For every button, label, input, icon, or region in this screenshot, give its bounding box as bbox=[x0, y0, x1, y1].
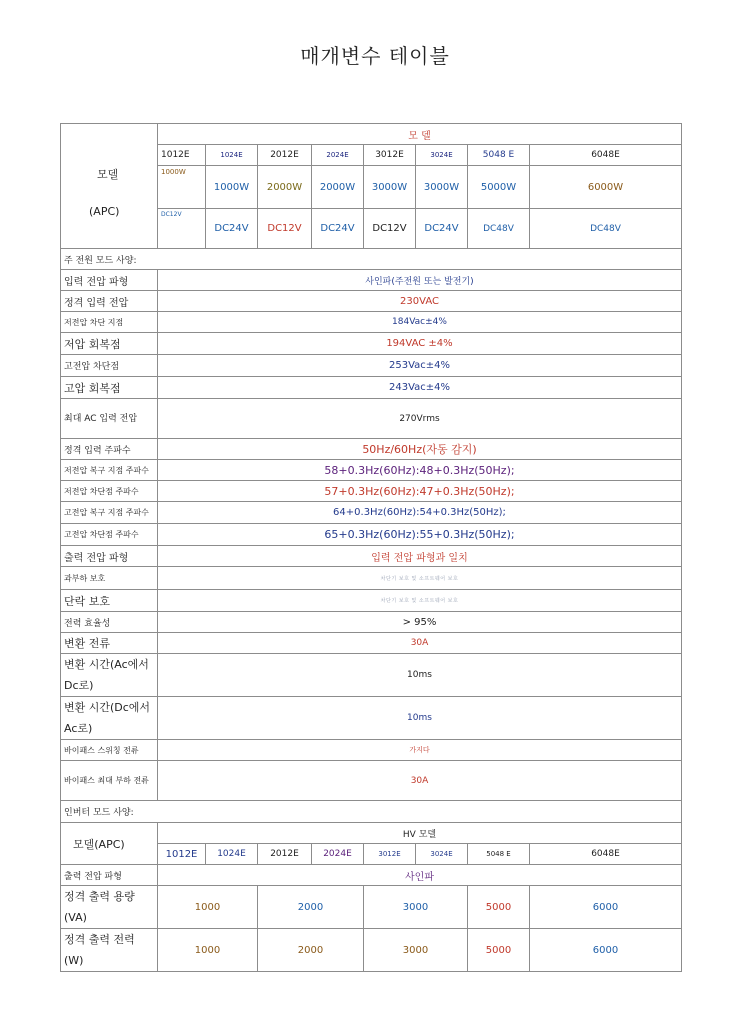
spec-label: 고전압 차단점 주파수 bbox=[61, 524, 158, 546]
spec-label: 변환 시간(Dc에서 Ac로) bbox=[61, 697, 158, 740]
model-name: 5048 E bbox=[468, 145, 530, 166]
model-voltage: DC24V bbox=[416, 209, 468, 249]
model-label: 모델 bbox=[97, 168, 119, 181]
spec-label: 단락 보호 bbox=[61, 590, 158, 612]
spec-value: 6000 bbox=[530, 929, 682, 972]
model-voltage: DC48V bbox=[530, 209, 682, 249]
inverter-model-name: 5048 E bbox=[468, 844, 530, 865]
spec-row bbox=[61, 567, 682, 590]
spec-value: 사인파(주전원 또는 발전기) bbox=[158, 270, 682, 291]
model-voltage: DC24V bbox=[312, 209, 364, 249]
spec-value: 5000 bbox=[468, 929, 530, 972]
spec-row bbox=[61, 590, 682, 612]
spec-row bbox=[61, 270, 682, 291]
spec-value: 3000 bbox=[364, 929, 468, 972]
spec-row bbox=[61, 740, 682, 761]
spec-label: 고전압 차단점 bbox=[61, 355, 158, 377]
model-power: 2000W bbox=[258, 166, 312, 209]
spec-row bbox=[61, 612, 682, 633]
spec-row bbox=[61, 355, 682, 377]
spec-value: 30A bbox=[158, 633, 682, 654]
model-label-cell bbox=[61, 124, 158, 249]
model-voltage: DC24V bbox=[206, 209, 258, 249]
model-voltage: DC12V bbox=[258, 209, 312, 249]
spec-value: 1000 bbox=[158, 886, 258, 929]
spec-label: 저전압 차단 지점 bbox=[61, 312, 158, 333]
spec-label: 저전압 차단점 주파수 bbox=[61, 481, 158, 502]
spec-row bbox=[61, 377, 682, 399]
model-power: 6000W bbox=[530, 166, 682, 209]
spec-label: 입력 전압 파형 bbox=[61, 270, 158, 291]
spec-row bbox=[61, 697, 682, 740]
model-name: 3024E bbox=[416, 145, 468, 166]
inverter-spec-row bbox=[61, 865, 682, 886]
model-group-header: 모 델 bbox=[158, 124, 682, 145]
inverter-spec-row bbox=[61, 886, 682, 929]
model-power: 2000W bbox=[312, 166, 364, 209]
spec-row bbox=[61, 333, 682, 355]
spec-row bbox=[61, 399, 682, 439]
spec-label: 정격 출력 전력 (W) bbox=[61, 929, 158, 972]
spec-label: 최대 AC 입력 전압 bbox=[61, 399, 158, 439]
spec-label: 고압 회복점 bbox=[61, 377, 158, 399]
spec-label: 고전압 복구 지점 주파수 bbox=[61, 502, 158, 524]
spec-row bbox=[61, 654, 682, 697]
spec-row bbox=[61, 761, 682, 801]
spec-value: 64+0.3Hz(60Hz):54+0.3Hz(50Hz); bbox=[158, 502, 682, 524]
inverter-group-header: HV 모델 bbox=[158, 823, 682, 844]
model-name: 2024E bbox=[312, 145, 364, 166]
spec-label: 과부하 보호 bbox=[61, 567, 158, 590]
spec-value: 184Vac±4% bbox=[158, 312, 682, 333]
spec-value: 194VAC ±4% bbox=[158, 333, 682, 355]
spec-row bbox=[61, 633, 682, 654]
spec-value: 차단기 보호 및 소프트웨어 보호 bbox=[158, 567, 682, 590]
main-mode-heading: 주 전원 모드 사양: bbox=[61, 249, 682, 270]
model-power: 1000W bbox=[206, 166, 258, 209]
spec-value: 10ms bbox=[158, 697, 682, 740]
model-power: 3000W bbox=[364, 166, 416, 209]
spec-value: 65+0.3Hz(60Hz):55+0.3Hz(50Hz); bbox=[158, 524, 682, 546]
spec-row bbox=[61, 481, 682, 502]
inverter-mode-heading: 인버터 모드 사양: bbox=[61, 801, 682, 823]
inverter-model-name: 1012E bbox=[158, 844, 206, 865]
spec-value: 253Vac±4% bbox=[158, 355, 682, 377]
model-name: 1024E bbox=[206, 145, 258, 166]
spec-label: 변환 전류 bbox=[61, 633, 158, 654]
spec-value: 3000 bbox=[364, 886, 468, 929]
spec-value: 2000 bbox=[258, 886, 364, 929]
spec-row bbox=[61, 502, 682, 524]
spec-value: 58+0.3Hz(60Hz):48+0.3Hz(50Hz); bbox=[158, 460, 682, 481]
model-voltage: DC12V bbox=[364, 209, 416, 249]
spec-row bbox=[61, 312, 682, 333]
model-power: 5000W bbox=[468, 166, 530, 209]
page-title: 매개변수 테이블 bbox=[300, 44, 450, 68]
spec-label: 정격 입력 전압 bbox=[61, 291, 158, 312]
spec-value: 1000 bbox=[158, 929, 258, 972]
model-power: 1000W bbox=[158, 166, 206, 209]
spec-row bbox=[61, 291, 682, 312]
spec-value: 57+0.3Hz(60Hz):47+0.3Hz(50Hz); bbox=[158, 481, 682, 502]
inverter-spec-row bbox=[61, 929, 682, 972]
spec-label: 저압 회복점 bbox=[61, 333, 158, 355]
spec-value: 6000 bbox=[530, 886, 682, 929]
spec-row bbox=[61, 524, 682, 546]
model-name: 6048E bbox=[530, 145, 682, 166]
inverter-model-name: 3012E bbox=[364, 844, 416, 865]
spec-value: 230VAC bbox=[158, 291, 682, 312]
spec-value: 가지다 bbox=[158, 740, 682, 761]
model-name: 2012E bbox=[258, 145, 312, 166]
spec-value: 2000 bbox=[258, 929, 364, 972]
spec-value: 입력 전압 파형과 일치 bbox=[158, 546, 682, 567]
spec-label: 바이패스 최대 부하 전류 bbox=[61, 761, 158, 801]
spec-value: 50Hz/60Hz(자동 감지) bbox=[158, 439, 682, 460]
model-voltage: DC12V bbox=[158, 209, 206, 249]
spec-value: 243Vac±4% bbox=[158, 377, 682, 399]
spec-value: 사인파 bbox=[158, 865, 682, 886]
spec-label: 변환 시간(Ac에서 Dc로) bbox=[61, 654, 158, 697]
spec-row bbox=[61, 546, 682, 567]
spec-value: 30A bbox=[158, 761, 682, 801]
model-voltage: DC48V bbox=[468, 209, 530, 249]
spec-label: 출력 전압 파형 bbox=[61, 546, 158, 567]
spec-value: > 95% bbox=[158, 612, 682, 633]
spec-value: 차단기 보호 및 소프트웨어 보호 bbox=[158, 590, 682, 612]
spec-label: 저전압 복구 지점 주파수 bbox=[61, 460, 158, 481]
model-name: 1012E bbox=[158, 145, 206, 166]
spec-label: 정격 출력 용량 (VA) bbox=[61, 886, 158, 929]
spec-label: 전력 효율성 bbox=[61, 612, 158, 633]
inverter-model-name: 3024E bbox=[416, 844, 468, 865]
inverter-model-name: 2012E bbox=[258, 844, 312, 865]
model-power: 3000W bbox=[416, 166, 468, 209]
inverter-model-label: 모델(APC) bbox=[61, 823, 158, 865]
parameter-table bbox=[60, 123, 682, 972]
spec-label: 바이패스 스위칭 전류 bbox=[61, 740, 158, 761]
spec-label: 정격 입력 주파수 bbox=[61, 439, 158, 460]
spec-value: 5000 bbox=[468, 886, 530, 929]
spec-value: 10ms bbox=[158, 654, 682, 697]
model-name: 3012E bbox=[364, 145, 416, 166]
spec-row bbox=[61, 460, 682, 481]
spec-label: 출력 전압 파형 bbox=[61, 865, 158, 886]
inverter-model-name: 1024E bbox=[206, 844, 258, 865]
spec-row bbox=[61, 439, 682, 460]
model-label-apc: (APC) bbox=[89, 205, 120, 218]
inverter-model-name: 2024E bbox=[312, 844, 364, 865]
spec-value: 270Vrms bbox=[158, 399, 682, 439]
inverter-model-name: 6048E bbox=[530, 844, 682, 865]
